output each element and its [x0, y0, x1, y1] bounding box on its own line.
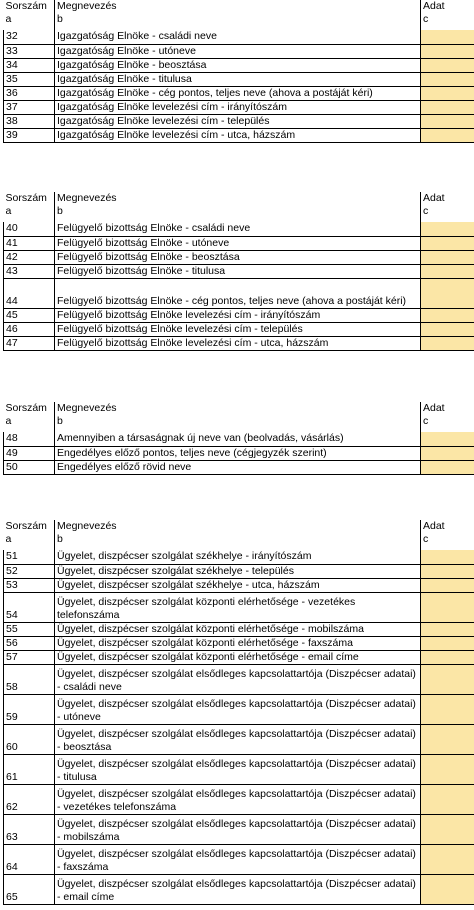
row-label: Felügyelő bizottság Elnöke - családi neve — [55, 222, 421, 236]
data-input-cell[interactable] — [421, 86, 474, 100]
data-input-cell[interactable] — [421, 578, 474, 592]
header-b-label: b — [57, 533, 63, 546]
header-adat-label: Adat — [423, 402, 445, 414]
header-megnevezes-label: Megnevezés — [57, 192, 117, 204]
table-row — [4, 30, 474, 44]
table-row — [4, 845, 474, 875]
data-table-4 — [3, 520, 474, 905]
data-table-1 — [3, 0, 474, 143]
row-label: Felügyelő bizottság Elnöke levelezési cím - utca, házszám — [55, 337, 421, 351]
column-header-adat — [421, 402, 474, 432]
header-b-label: b — [57, 13, 63, 26]
data-input-cell[interactable] — [421, 44, 474, 58]
row-number: 33 — [4, 44, 55, 58]
header-a-label: a — [5, 13, 12, 26]
row-number: 52 — [4, 564, 55, 578]
header-megnevezes-label: Megnevezés — [57, 402, 117, 414]
header-megnevezes-label: Megnevezés — [57, 520, 117, 532]
data-table-3 — [3, 402, 474, 475]
row-label: Felügyelő bizottság Elnöke - cég pontos, teljes neve (ahova a postáját kéri) — [55, 278, 421, 308]
data-input-cell[interactable] — [421, 460, 474, 474]
row-number: 53 — [4, 578, 55, 592]
data-input-cell[interactable] — [421, 665, 474, 695]
header-c-label: c — [423, 205, 429, 218]
row-number: 41 — [4, 236, 55, 250]
data-input-cell[interactable] — [421, 564, 474, 578]
header-a-label: a — [5, 533, 12, 546]
table-row — [4, 278, 474, 308]
data-input-cell[interactable] — [421, 222, 474, 236]
data-input-cell[interactable] — [421, 337, 474, 351]
row-number: 65 — [4, 875, 55, 905]
header-c-label: c — [423, 13, 429, 26]
row-number: 35 — [4, 72, 55, 86]
header-sorszam-label: Sorszám — [5, 0, 47, 12]
data-input-cell[interactable] — [421, 129, 474, 143]
row-label: Ügyelet, diszpécser szolgálat elsődleges kapcsolattartója (Diszpécser adatai) - utóneve — [55, 695, 421, 725]
row-number: 50 — [4, 460, 55, 474]
row-label: Felügyelő bizottság Elnöke - utóneve — [55, 236, 421, 250]
data-input-cell[interactable] — [421, 815, 474, 845]
table-row — [4, 665, 474, 695]
row-number: 46 — [4, 323, 55, 337]
row-number: 58 — [4, 665, 55, 695]
row-label: Igazgatóság Elnöke - utóneve — [55, 44, 421, 58]
data-table-2 — [3, 192, 474, 351]
row-label: Ügyelet, diszpécser szolgálat elsődleges kapcsolattartója (Diszpécser adatai) - mobilszáma — [55, 815, 421, 845]
data-input-cell[interactable] — [421, 622, 474, 636]
row-label: Igazgatóság Elnöke - családi neve — [55, 30, 421, 44]
data-input-cell[interactable] — [421, 323, 474, 337]
row-label: Amennyiben a társaságnak új neve van (beolvadás, vásárlás) — [55, 432, 421, 446]
table-row — [4, 323, 474, 337]
data-input-cell[interactable] — [421, 432, 474, 446]
table-row — [4, 446, 474, 460]
data-input-cell[interactable] — [421, 264, 474, 278]
data-input-cell[interactable] — [421, 115, 474, 129]
table-row — [4, 578, 474, 592]
header-row — [4, 520, 474, 550]
table-row — [4, 250, 474, 264]
header-adat-label: Adat — [423, 520, 445, 532]
column-header-adat — [421, 520, 474, 550]
table-row — [4, 636, 474, 650]
data-input-cell[interactable] — [421, 308, 474, 322]
row-label: Engedélyes előző rövid neve — [55, 460, 421, 474]
data-input-cell[interactable] — [421, 755, 474, 785]
header-sorszam-label: Sorszám — [5, 192, 47, 204]
data-input-cell[interactable] — [421, 30, 474, 44]
row-label: Igazgatóság Elnöke - titulusa — [55, 72, 421, 86]
data-input-cell[interactable] — [421, 695, 474, 725]
header-row — [4, 0, 474, 30]
row-label: Ügyelet, diszpécser szolgálat székhelye - irányítószám — [55, 550, 421, 564]
header-row — [4, 192, 474, 222]
row-number: 36 — [4, 86, 55, 100]
data-input-cell[interactable] — [421, 278, 474, 308]
data-input-cell[interactable] — [421, 725, 474, 755]
header-adat-label: Adat — [423, 0, 445, 12]
header-c-label: c — [423, 533, 429, 546]
table-row — [4, 264, 474, 278]
table-row — [4, 44, 474, 58]
column-header-adat — [421, 192, 474, 222]
row-number: 45 — [4, 308, 55, 322]
data-input-cell[interactable] — [421, 550, 474, 564]
row-label: Felügyelő bizottság Elnöke levelezési cím - település — [55, 323, 421, 337]
row-number: 40 — [4, 222, 55, 236]
row-label: Ügyelet, diszpécser szolgálat elsődleges kapcsolattartója (Diszpécser adatai) - vezetékes telefonszáma — [55, 785, 421, 815]
data-input-cell[interactable] — [421, 101, 474, 115]
table-row — [4, 875, 474, 905]
table-row — [4, 86, 474, 100]
header-row — [4, 402, 474, 432]
header-b-label: b — [57, 415, 63, 428]
row-number: 34 — [4, 58, 55, 72]
table-row — [4, 101, 474, 115]
header-adat-label: Adat — [423, 192, 445, 204]
row-number: 38 — [4, 115, 55, 129]
table-row — [4, 622, 474, 636]
row-label: Ügyelet, diszpécser szolgálat székhelye - település — [55, 564, 421, 578]
row-number: 37 — [4, 101, 55, 115]
row-label: Ügyelet, diszpécser szolgálat székhelye - utca, házszám — [55, 578, 421, 592]
header-a-label: a — [5, 205, 12, 218]
row-number: 51 — [4, 550, 55, 564]
row-label: Igazgatóság Elnöke - cég pontos, teljes neve (ahova a postáját kéri) — [55, 86, 421, 100]
header-megnevezes-label: Megnevezés — [57, 0, 117, 12]
data-input-cell[interactable] — [421, 236, 474, 250]
table-row — [4, 725, 474, 755]
row-label: Ügyelet, diszpécser szolgálat központi elérhetősége - mobilszáma — [55, 622, 421, 636]
data-input-cell[interactable] — [421, 875, 474, 905]
header-sorszam-label: Sorszám — [5, 520, 47, 532]
row-number: 63 — [4, 815, 55, 845]
row-number: 55 — [4, 622, 55, 636]
table-row — [4, 651, 474, 665]
data-input-cell[interactable] — [421, 785, 474, 815]
table-row — [4, 550, 474, 564]
row-label: Ügyelet, diszpécser szolgálat központi elérhetősége - vezetékes telefonszáma — [55, 592, 421, 622]
row-label: Igazgatóság Elnöke - beosztása — [55, 58, 421, 72]
column-header-megnevezes — [55, 0, 421, 30]
row-label: Ügyelet, diszpécser szolgálat elsődleges kapcsolattartója (Diszpécser adatai) - faxszáma — [55, 845, 421, 875]
data-input-cell[interactable] — [421, 592, 474, 622]
column-header-megnevezes — [55, 402, 421, 432]
table-row — [4, 58, 474, 72]
table-row — [4, 115, 474, 129]
table-row — [4, 815, 474, 845]
row-label: Ügyelet, diszpécser szolgálat elsődleges kapcsolattartója (Diszpécser adatai) - családi neve — [55, 665, 421, 695]
table-row — [4, 785, 474, 815]
data-input-cell[interactable] — [421, 72, 474, 86]
row-number: 39 — [4, 129, 55, 143]
row-label: Felügyelő bizottság Elnöke - titulusa — [55, 264, 421, 278]
row-number: 64 — [4, 845, 55, 875]
table-row — [4, 695, 474, 725]
table-row — [4, 432, 474, 446]
data-input-cell[interactable] — [421, 250, 474, 264]
column-header-sorszam — [4, 520, 55, 550]
row-number: 60 — [4, 725, 55, 755]
table-row — [4, 564, 474, 578]
table-row — [4, 72, 474, 86]
row-number: 62 — [4, 785, 55, 815]
data-input-cell[interactable] — [421, 636, 474, 650]
header-a-label: a — [5, 415, 12, 428]
row-number: 61 — [4, 755, 55, 785]
table-row — [4, 236, 474, 250]
column-header-sorszam — [4, 0, 55, 30]
data-input-cell[interactable] — [421, 446, 474, 460]
column-header-sorszam — [4, 192, 55, 222]
table-row — [4, 337, 474, 351]
row-label: Igazgatóság Elnöke levelezési cím - utca, házszám — [55, 129, 421, 143]
row-label: Igazgatóság Elnöke levelezési cím - település — [55, 115, 421, 129]
header-b-label: b — [57, 205, 63, 218]
row-number: 59 — [4, 695, 55, 725]
row-number: 57 — [4, 651, 55, 665]
row-number: 48 — [4, 432, 55, 446]
row-number: 47 — [4, 337, 55, 351]
column-header-megnevezes — [55, 520, 421, 550]
row-label: Engedélyes előző pontos, teljes neve (cégjegyzék szerint) — [55, 446, 421, 460]
table-row — [4, 308, 474, 322]
header-sorszam-label: Sorszám — [5, 402, 47, 414]
data-input-cell[interactable] — [421, 651, 474, 665]
row-number: 43 — [4, 264, 55, 278]
table-row — [4, 460, 474, 474]
row-label: Ügyelet, diszpécser szolgálat elsődleges kapcsolattartója (Diszpécser adatai) - titulusa — [55, 755, 421, 785]
data-input-cell[interactable] — [421, 845, 474, 875]
column-header-adat — [421, 0, 474, 30]
row-number: 42 — [4, 250, 55, 264]
row-label: Felügyelő bizottság Elnöke levelezési cím - irányítószám — [55, 308, 421, 322]
row-label: Ügyelet, diszpécser szolgálat elsődleges kapcsolattartója (Diszpécser adatai) - beosztása — [55, 725, 421, 755]
table-row — [4, 755, 474, 785]
row-number: 49 — [4, 446, 55, 460]
table-row — [4, 592, 474, 622]
row-label: Felügyelő bizottság Elnöke - beosztása — [55, 250, 421, 264]
row-label: Igazgatóság Elnöke levelezési cím - irányítószám — [55, 101, 421, 115]
table-row — [4, 129, 474, 143]
row-label: Ügyelet, diszpécser szolgálat központi elérhetősége - faxszáma — [55, 636, 421, 650]
data-input-cell[interactable] — [421, 58, 474, 72]
row-number: 54 — [4, 592, 55, 622]
row-label: Ügyelet, diszpécser szolgálat központi elérhetősége - email címe — [55, 651, 421, 665]
header-c-label: c — [423, 415, 429, 428]
row-label: Ügyelet, diszpécser szolgálat elsődleges kapcsolattartója (Diszpécser adatai) - email címe — [55, 875, 421, 905]
column-header-sorszam — [4, 402, 55, 432]
row-number: 32 — [4, 30, 55, 44]
table-row — [4, 222, 474, 236]
column-header-megnevezes — [55, 192, 421, 222]
row-number: 44 — [4, 278, 55, 308]
row-number: 56 — [4, 636, 55, 650]
